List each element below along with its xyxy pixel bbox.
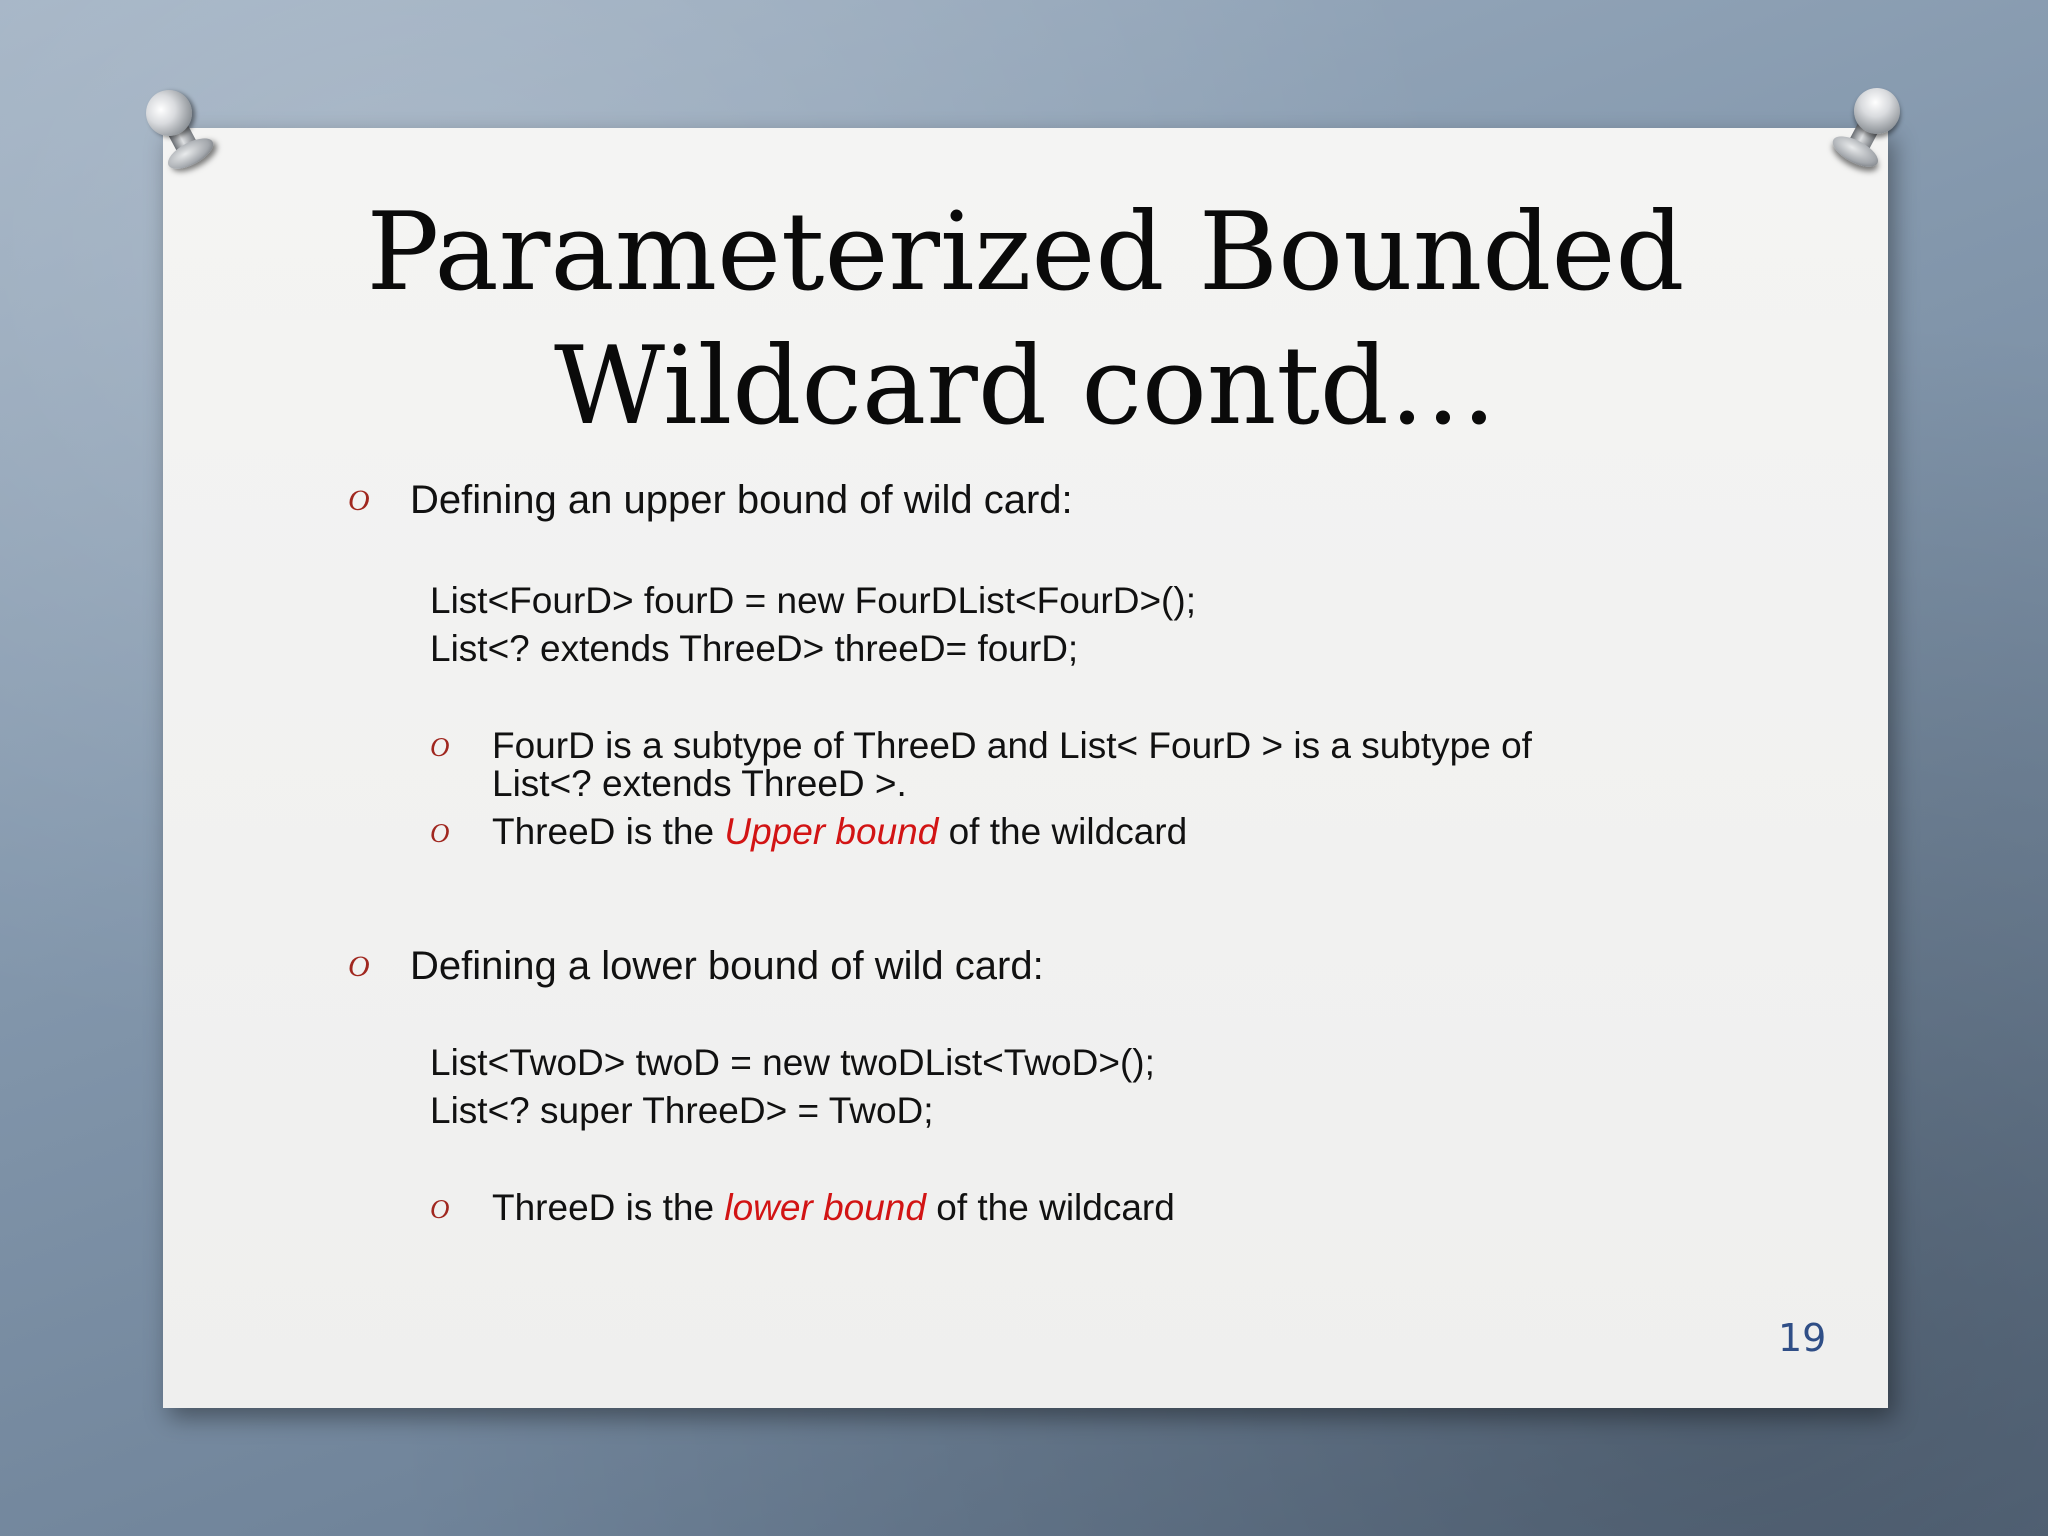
bullet-icon: O <box>348 484 370 517</box>
upper-sub-bullet-subtype <box>492 726 1532 804</box>
upper-bound-text-before: ThreeD is the <box>492 811 725 852</box>
slide-title-line1: Parameterized Bounded <box>366 190 1685 315</box>
upper-bound-text-after: of the wildcard <box>938 811 1188 852</box>
upper-code-line1: List<FourD> fourD = new FourDList<FourD>(); <box>430 580 1196 621</box>
bullet-icon: O <box>430 732 450 762</box>
lower-code-line1: List<TwoD> twoD = new twoDList<TwoD>(); <box>430 1042 1155 1083</box>
upper-sub-bullet-line2: List<? extends ThreeD >. <box>492 763 907 804</box>
bullet-icon: O <box>348 950 370 983</box>
page-number: 19 <box>1778 1316 1827 1360</box>
slide-title-line2: Wildcard contd… <box>554 324 1497 449</box>
upper-bound-heading: Defining an upper bound of wild card: <box>410 478 1073 522</box>
lower-sub-bullet-bound <box>492 1188 1175 1228</box>
slide-title <box>163 186 1888 454</box>
lower-bound-text-before: ThreeD is the <box>492 1187 725 1228</box>
upper-code-line2: List<? extends ThreeD> threeD= fourD; <box>430 628 1079 669</box>
lower-code-line2: List<? super ThreeD> = TwoD; <box>430 1090 934 1131</box>
lower-bound-highlight: lower bound <box>724 1187 926 1228</box>
lower-bound-heading: Defining a lower bound of wild card: <box>410 944 1044 988</box>
upper-sub-bullet-line1: FourD is a subtype of ThreeD and List< FourD > is a subtype of <box>492 725 1532 766</box>
lower-bound-text-after: of the wildcard <box>925 1187 1175 1228</box>
upper-sub-bullet-bound <box>492 812 1187 852</box>
bullet-icon: O <box>430 1194 450 1224</box>
bullet-icon: O <box>430 818 450 848</box>
upper-bound-highlight: Upper bound <box>724 811 939 852</box>
